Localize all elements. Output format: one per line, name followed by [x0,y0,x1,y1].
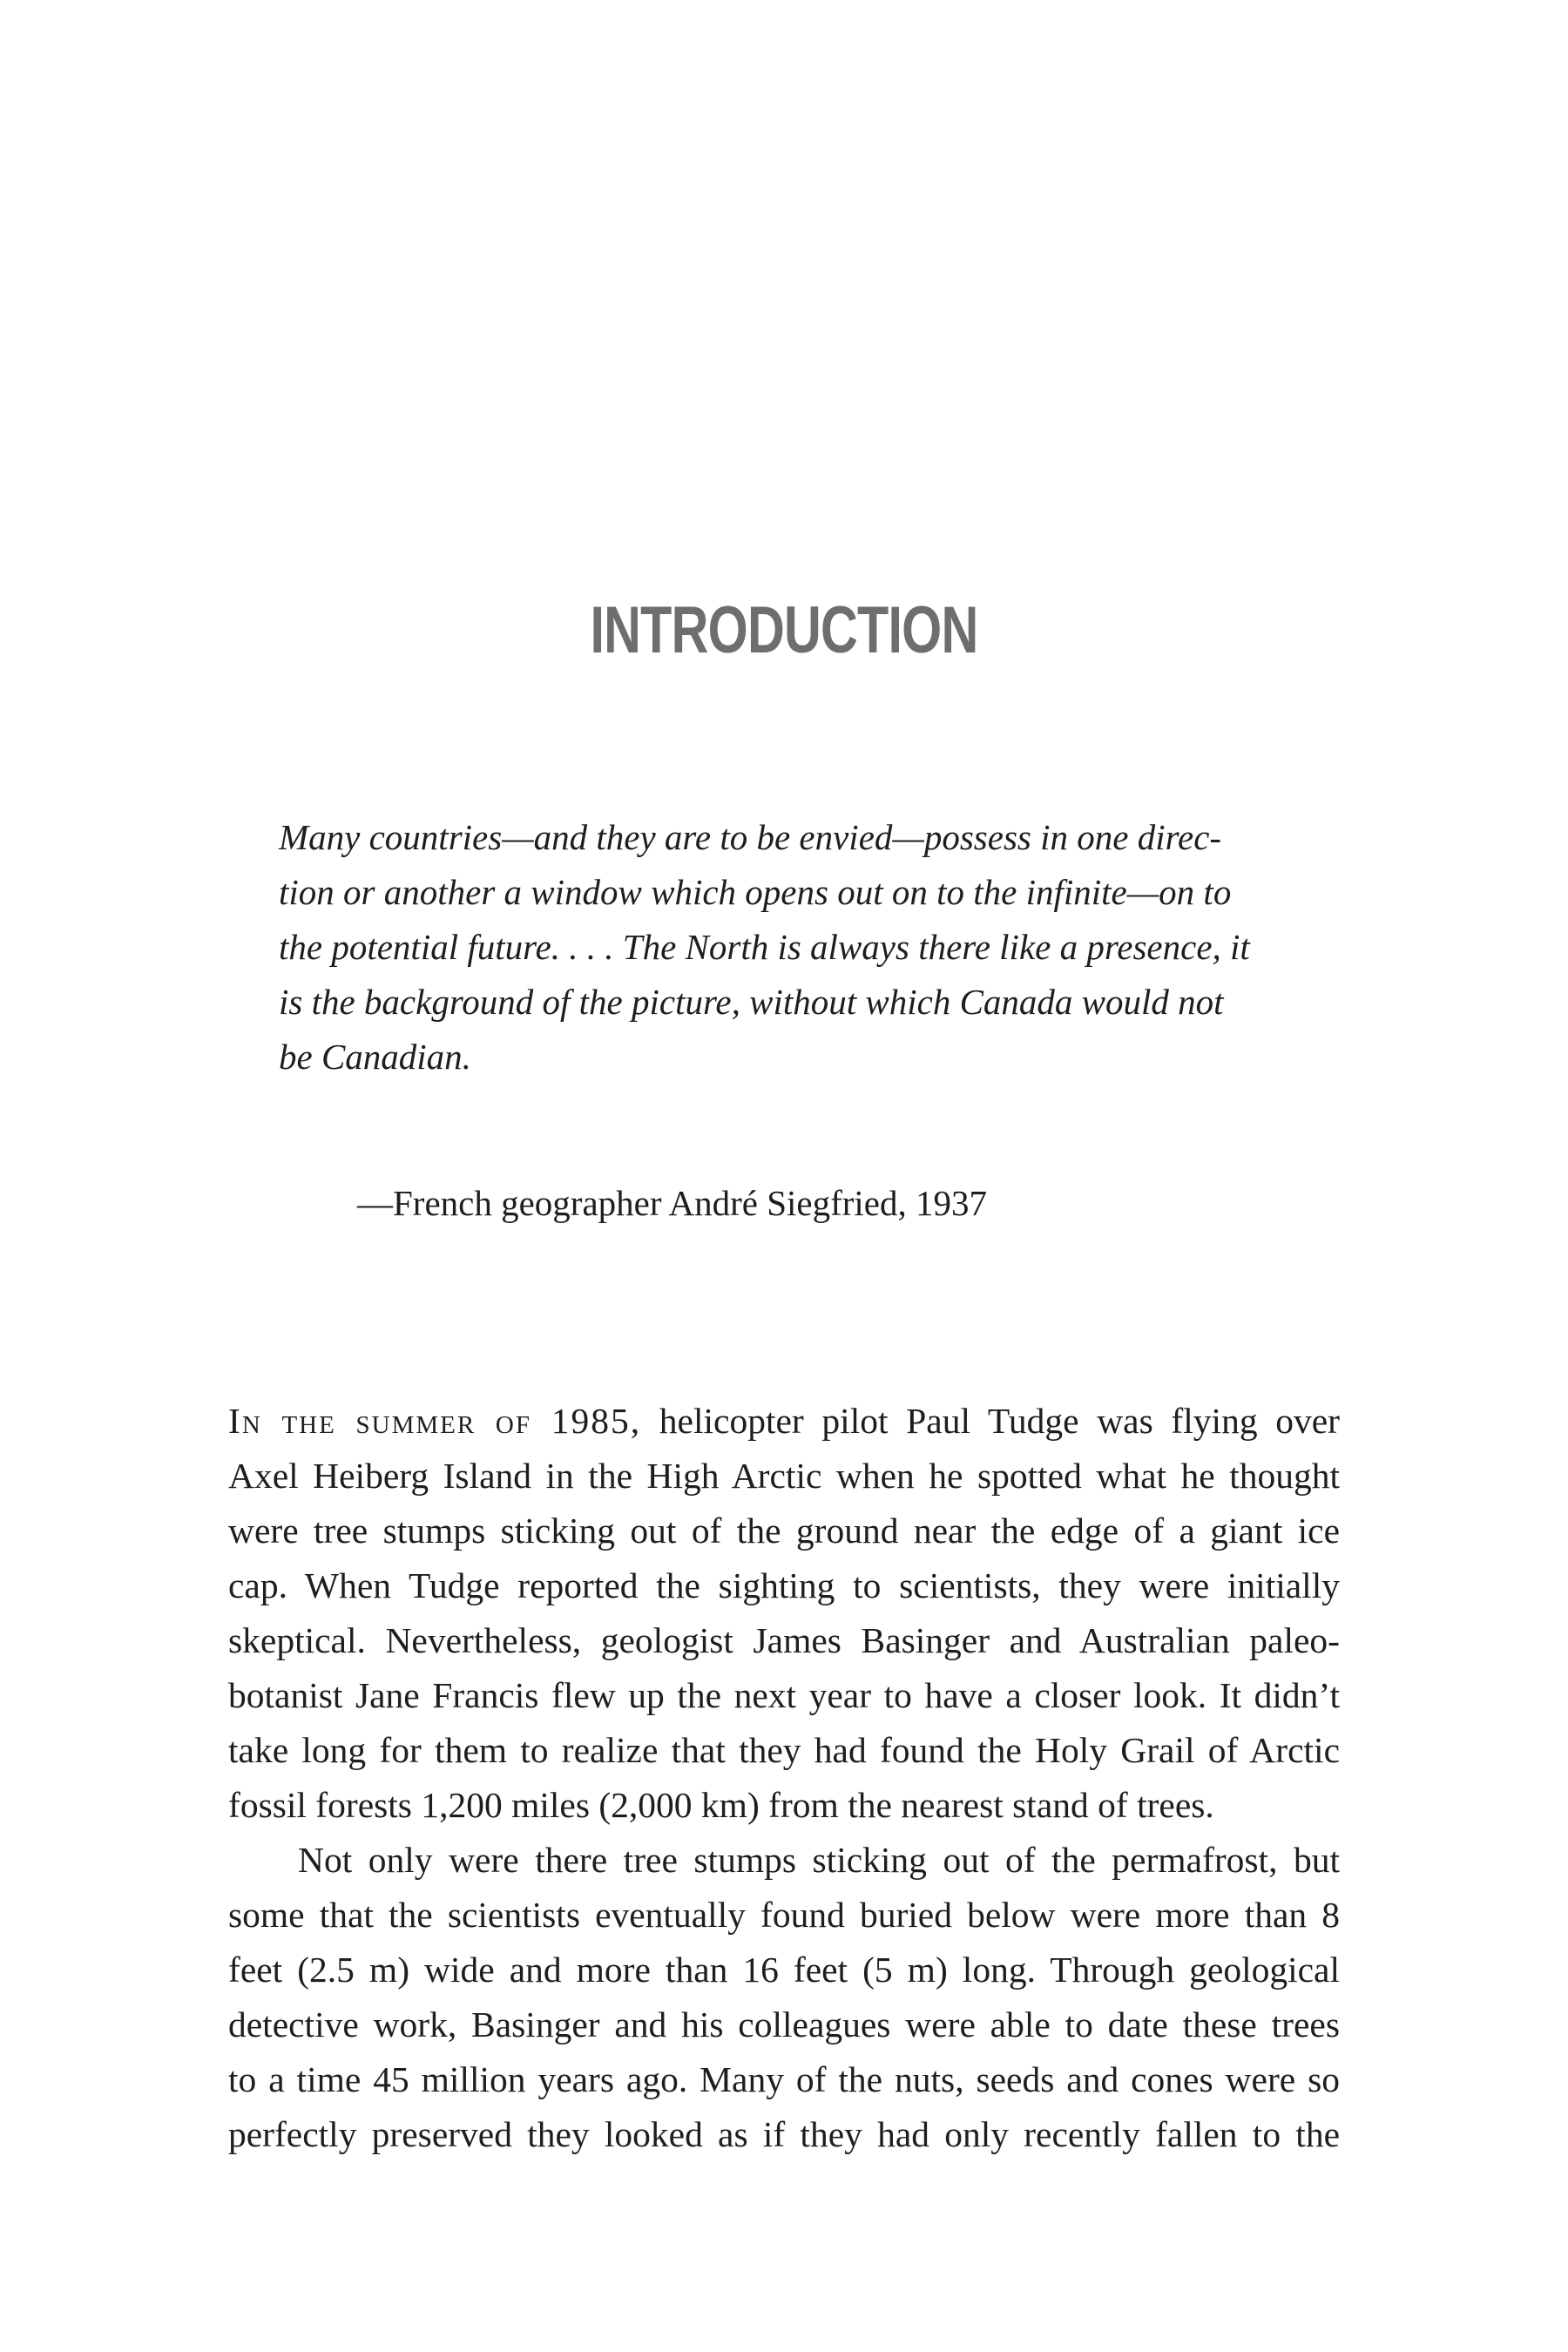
chapter-title: INTRODUCTION [590,593,978,667]
epigraph-line: tion or another a window which opens out on to the infinite—on to [279,872,1232,912]
lead-in-smallcaps: In the summer of 1985, [228,1401,642,1441]
paragraph-line [228,1394,1340,1449]
epigraph-attribution: —French geographer André Siegfried, 1937 [357,1183,987,1223]
paragraph-line-text: helicopter pilot Paul Tudge was flying over [641,1401,1341,1441]
paragraph-line: to a time 45 million years ago. Many of the nuts, seeds and cones were so [228,2059,1340,2099]
paragraph-line: detective work, Basinger and his colleagues were able to date these trees [228,2004,1340,2044]
paragraph-line: botanist Jane Francis flew up the next year to have a closer look. It didn’t [228,1675,1340,1715]
paragraph-line: some that the scientists eventually found buried below were more than 8 [228,1895,1340,1935]
epigraph-quote [279,810,1272,1085]
epigraph-line: is the background of the picture, without which Canada would not [279,982,1224,1022]
epigraph-line: be Canadian. [279,1037,471,1077]
paragraph-line: Not only were there tree stumps sticking out of the permafrost, but [298,1840,1340,1880]
paragraph-line: fossil forests 1,200 miles (2,000 km) from the nearest stand of trees. [228,1785,1214,1825]
epigraph-line: the potential future. . . . The North is always there like a presence, it [279,927,1250,967]
epigraph-line: Many countries—and they are to be envied—possess in one direc- [279,817,1222,857]
paragraph-line: perfectly preserved they looked as if they had only recently fallen to the [228,2114,1340,2154]
paragraph-line: take long for them to realize that they had found the Holy Grail of Arctic [228,1730,1340,1770]
paragraph-line: Axel Heiberg Island in the High Arctic when he spotted what he thought [228,1456,1340,1496]
paragraph-line: skeptical. Nevertheless, geologist James Basinger and Australian paleo- [228,1620,1340,1660]
body-text [228,1394,1340,2162]
paragraph-line: were tree stumps sticking out of the ground near the edge of a giant ice [228,1511,1340,1551]
paragraph-line: feet (2.5 m) wide and more than 16 feet (5 m) long. Through geological [228,1950,1340,1990]
paragraph-line: cap. When Tudge reported the sighting to scientists, they were initially [228,1565,1340,1605]
